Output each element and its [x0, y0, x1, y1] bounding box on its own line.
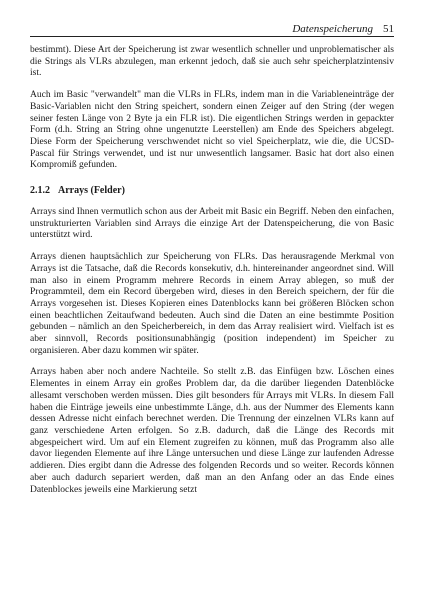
section-title: Arrays (Felder): [58, 185, 125, 197]
chapter-title: Datenspeicherung: [292, 23, 373, 35]
paragraph: bestimmt). Diese Art der Speicherung ist zwar wesentlich schneller und unproblematischer als die Strings als VLRs abzulegen, man erkennt jedoch, daß sie auch sehr speicherplatzintensiv ist.: [30, 44, 394, 79]
paragraph: Auch im Basic "verwandelt" man die VLRs in FLRs, indem man in die Variableneinträge der Basic-Variablen nicht den String speichert, sondern einen Zeiger auf den String (der wegen seiner festen Länge von 2 Byte ja ein FLR ist). Die eigentlichen Strings werden in gepackter Form (d.h. String an String ohne ungenutzte Leerstellen) am Ende des Speichers abgelegt. Diese Form der Speicherung verschwendet nicht so viel Speicherplatz, wie die, die UCSD-Pascal für Strings verwendet, und ist nur unwesentlich langsamer. Basic hat dort also einen Kompromiß gefunden.: [30, 89, 394, 171]
running-header: [30, 18, 394, 37]
paragraph: Arrays haben aber noch andere Nachteile. So stellt z.B. das Einfügen bzw. Löschen eines Elementes in einem Array ein großes Problem dar, da die darüber liegenden Datenblöcke allesamt verschoben werden müssen. Dies gilt besonders für Arrays mit VLRs. In diesem Fall haben die Einträge jeweils eine unbestimmte Länge, d.h. aus der Nummer des Elements kann dessen Adresse nicht einfach berechnet werden. Die Trennung der einzelnen VLRs kann auf ganz verschiedene Arten erfolgen. So z.B. dadurch, daß die Länge des Records mit abgespeichert wird. Um auf ein Element zugreifen zu können, muß das Programm also alle davor liegenden Elemente auf ihre Länge untersuchen und diese Länge zur laufenden Adresse addieren. Dies ergibt dann die Adresse des folgenden Records und so weiter. Records können aber auch dadurch separiert werden, daß man an den Anfang oder an das Ende eines Datenblockes jeweils eine Markierung setzt: [30, 366, 394, 495]
section-number: 2.1.2: [30, 185, 50, 197]
page-number: 51: [383, 23, 394, 35]
body-text: [30, 44, 394, 505]
section-heading: [30, 185, 394, 197]
paragraph: Arrays sind Ihnen vermutlich schon aus der Arbeit mit Basic ein Begriff. Neben den einfachen, unstrukturierten Variablen sind Arrays die einzige Art der Datenspeicherung, die von Basic unterstützt wird.: [30, 206, 394, 241]
paragraph: Arrays dienen hauptsächlich zur Speicherung von FLRs. Das herausragende Merkmal von Arrays ist die Tatsache, daß die Records konsekutiv, d.h. hintereinander angeordnet sind. Will man also in einem Programm mehrere Records in einem Array ablegen, so muß der Programmteil, dem ein Record übergeben wird, dieses in den Bereich speichern, der für die Arrays vorgesehen ist. Dieses Kopieren eines Datenblocks kann bei größeren Blöcken schon einen beachtlichen Zeitaufwand bedeuten. Auch sind die Daten an eine bestimmte Position gebunden – nämlich an den Speicherbereich, in dem das Array realisiert wird. Vielfach ist es aber sinnvoll, Records positionsunabhängig (position independent) im Speicher zu organisieren. Aber dazu kommen wir später.: [30, 251, 394, 356]
